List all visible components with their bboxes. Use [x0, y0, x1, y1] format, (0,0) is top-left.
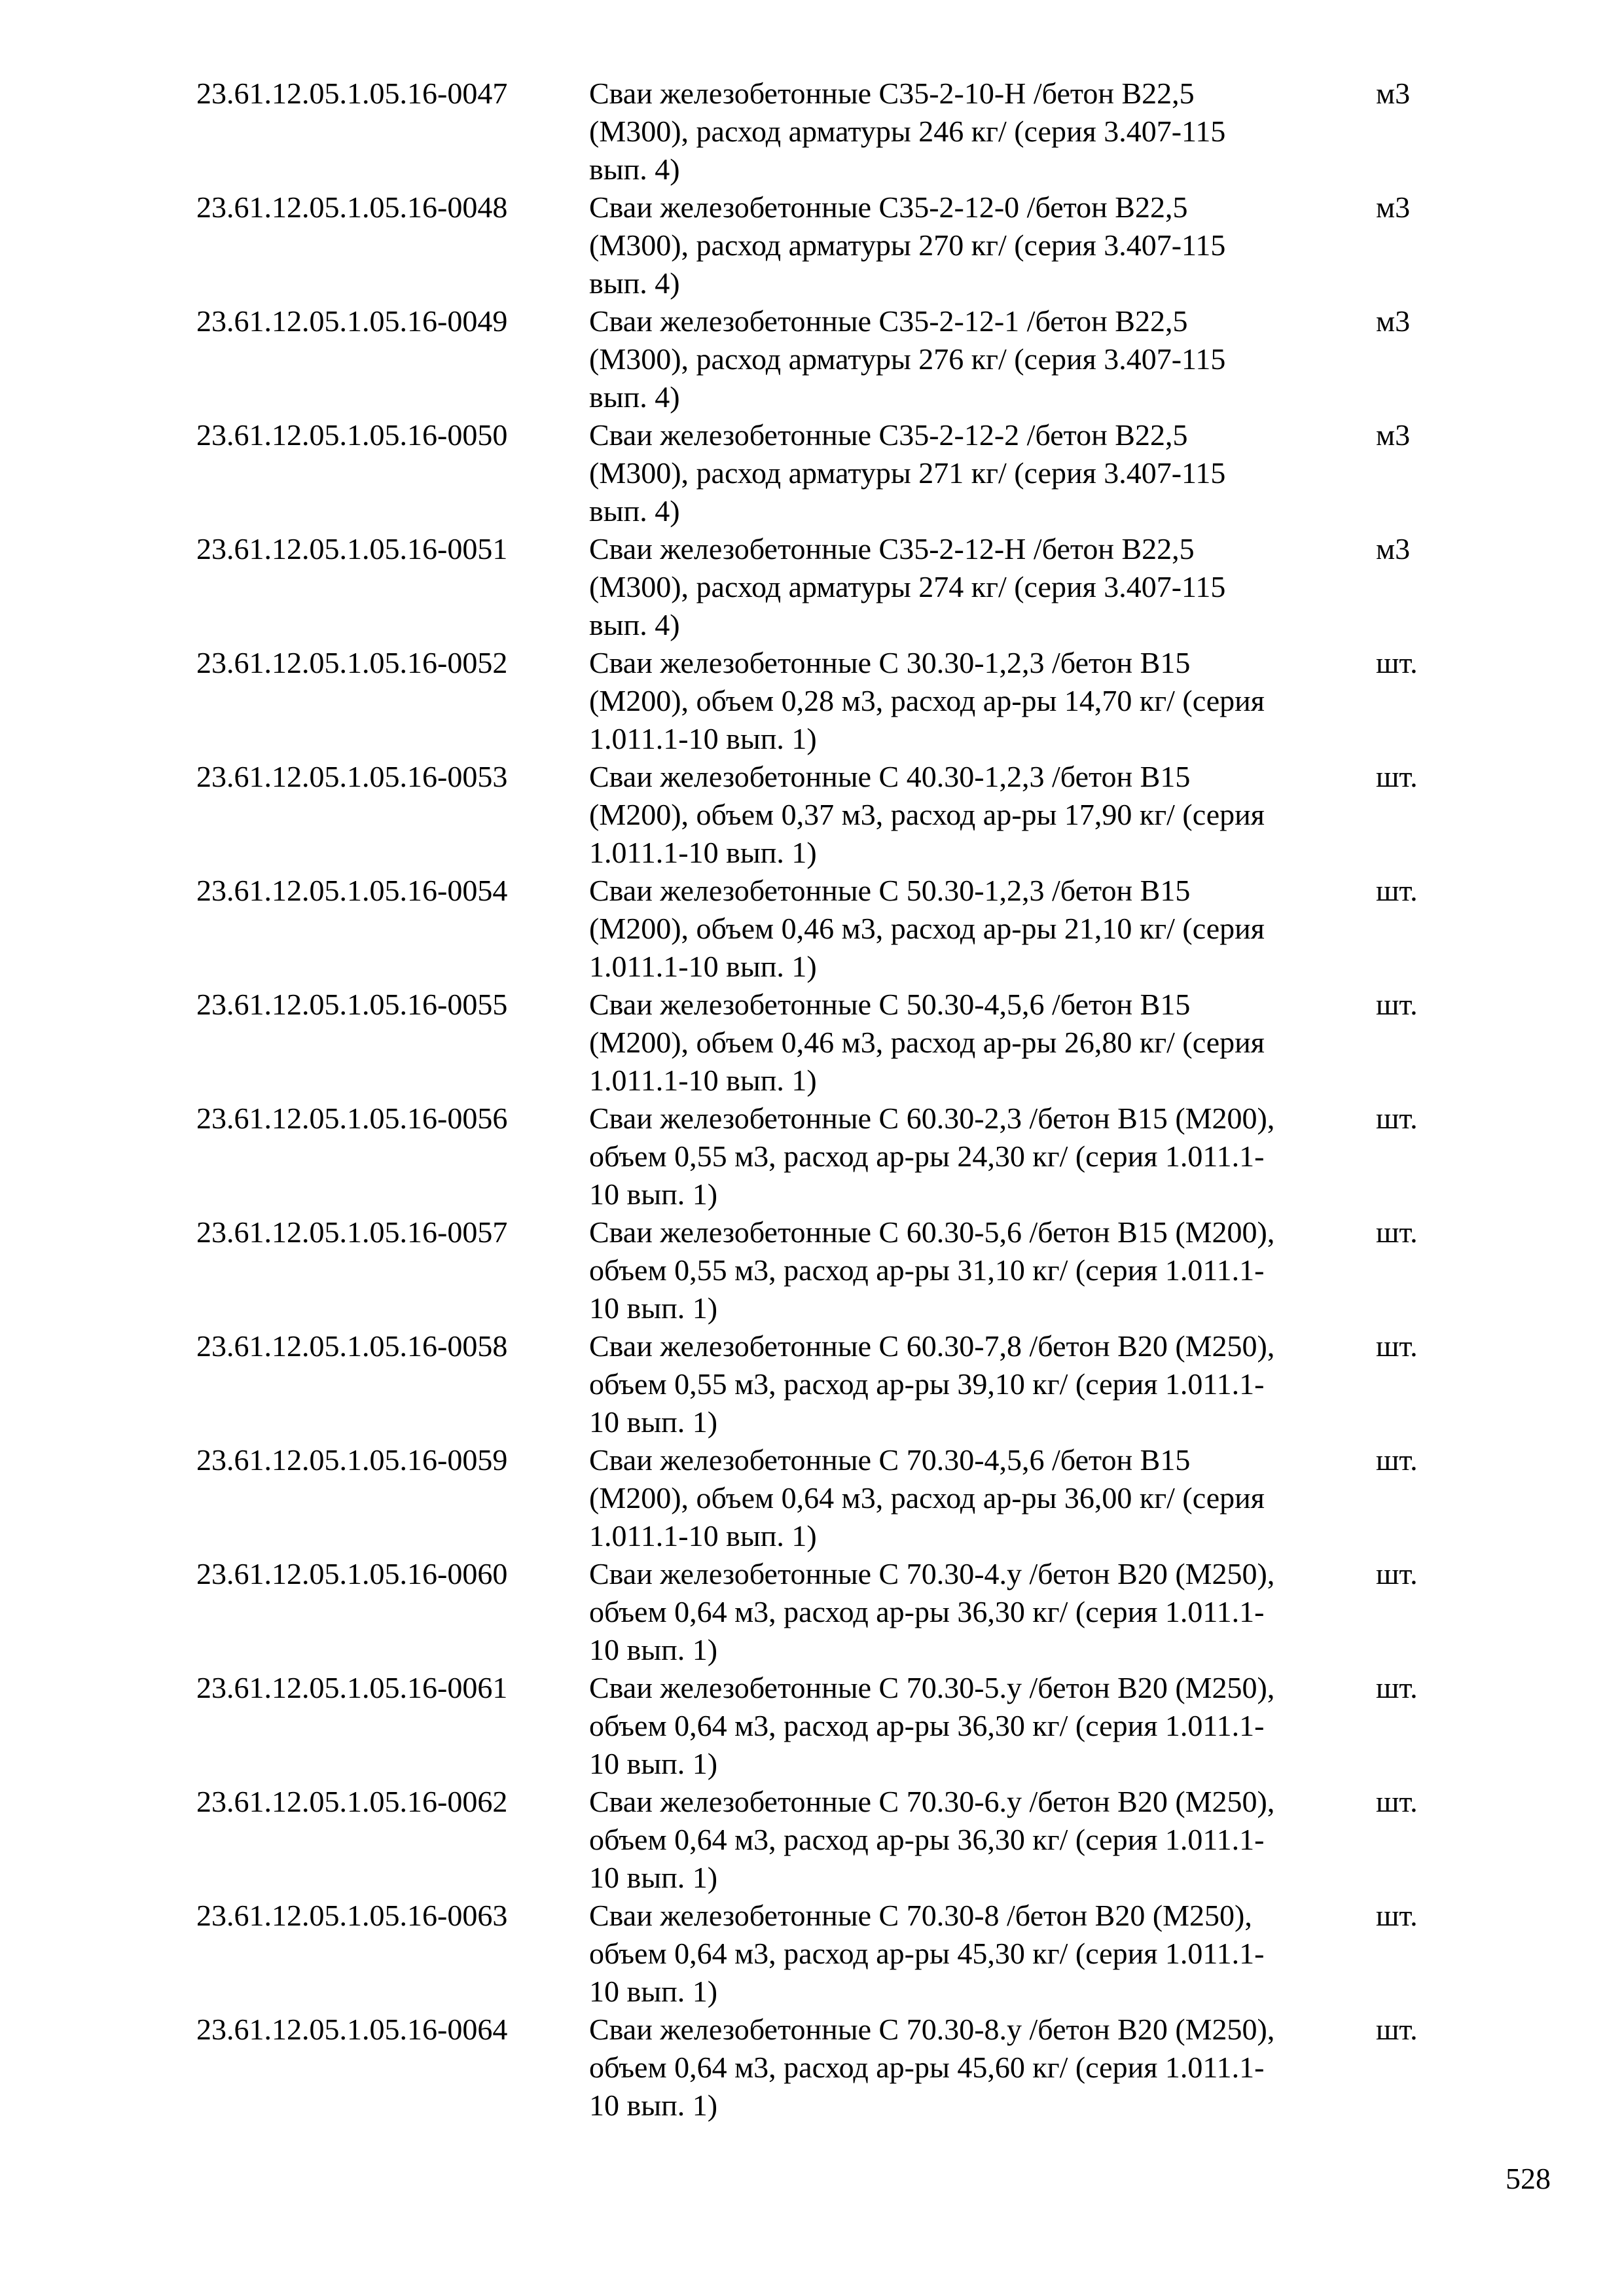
item-code: 23.61.12.05.1.05.16-0060 [196, 1557, 508, 1590]
item-description: Сваи железобетонные С 50.30-1,2,3 /бетон В15 (М200), объем 0,46 м3, расход ар-ры 21,10 кг/ (серия 1.011.1-10 вып. 1) [589, 874, 1265, 983]
item-unit: шт. [1376, 646, 1418, 679]
item-code: 23.61.12.05.1.05.16-0047 [196, 77, 508, 110]
item-code: 23.61.12.05.1.05.16-0059 [196, 1443, 508, 1477]
item-unit: шт. [1376, 1443, 1418, 1477]
table-row [196, 1100, 1440, 1213]
item-description: Сваи железобетонные С 60.30-2,3 /бетон В15 (М200), объем 0,55 м3, расход ар-ры 24,30 кг/ (серия 1.011.1- 10 вып. 1) [589, 1102, 1275, 1211]
price-table [196, 75, 1440, 2125]
item-unit: шт. [1376, 1215, 1418, 1249]
item-code: 23.61.12.05.1.05.16-0051 [196, 532, 508, 565]
item-description: Сваи железобетонные С35-2-12-Н /бетон В22,5 (М300), расход арматуры 274 кг/ (серия 3.407-115 вып. 4) [589, 532, 1226, 641]
item-code: 23.61.12.05.1.05.16-0050 [196, 418, 508, 452]
item-code: 23.61.12.05.1.05.16-0058 [196, 1329, 508, 1363]
item-code: 23.61.12.05.1.05.16-0064 [196, 2013, 508, 2046]
item-description: Сваи железобетонные С35-2-12-0 /бетон В22,5 (М300), расход арматуры 270 кг/ (серия 3.407-115 вып. 4) [589, 190, 1226, 300]
table-row [196, 188, 1440, 302]
item-description: Сваи железобетонные С 60.30-5,6 /бетон В15 (М200), объем 0,55 м3, расход ар-ры 31,10 кг/ (серия 1.011.1- 10 вып. 1) [589, 1215, 1275, 1325]
item-description: Сваи железобетонные С 70.30-5.у /бетон В20 (М250), объем 0,64 м3, расход ар-ры 36,30 кг/ (серия 1.011.1- 10 вып. 1) [589, 1671, 1275, 1780]
item-description: Сваи железобетонные С 40.30-1,2,3 /бетон В15 (М200), объем 0,37 м3, расход ар-ры 17,90 кг/ (серия 1.011.1-10 вып. 1) [589, 760, 1265, 869]
item-unit: шт. [1376, 760, 1418, 793]
item-unit: м3 [1376, 418, 1411, 452]
table-row [196, 302, 1440, 416]
item-description: Сваи железобетонные С 30.30-1,2,3 /бетон В15 (М200), объем 0,28 м3, расход ар-ры 14,70 кг/ (серия 1.011.1-10 вып. 1) [589, 646, 1265, 755]
item-code: 23.61.12.05.1.05.16-0053 [196, 760, 508, 793]
item-code: 23.61.12.05.1.05.16-0054 [196, 874, 508, 907]
item-code: 23.61.12.05.1.05.16-0057 [196, 1215, 508, 1249]
item-unit: шт. [1376, 1102, 1418, 1135]
item-unit: шт. [1376, 1785, 1418, 1818]
table-row [196, 1669, 1440, 1783]
item-code: 23.61.12.05.1.05.16-0049 [196, 304, 508, 338]
table-row [196, 986, 1440, 1100]
item-code: 23.61.12.05.1.05.16-0063 [196, 1899, 508, 1932]
table-row [196, 1441, 1440, 1555]
table-row [196, 416, 1440, 530]
item-unit: шт. [1376, 1671, 1418, 1704]
item-description: Сваи железобетонные С35-2-10-Н /бетон В22,5 (М300), расход арматуры 246 кг/ (серия 3.407-115 вып. 4) [589, 77, 1226, 186]
item-code: 23.61.12.05.1.05.16-0062 [196, 1785, 508, 1818]
item-description: Сваи железобетонные С 70.30-6.у /бетон В20 (М250), объем 0,64 м3, расход ар-ры 36,30 кг/ (серия 1.011.1- 10 вып. 1) [589, 1785, 1275, 1894]
item-unit: м3 [1376, 532, 1411, 565]
item-unit: шт. [1376, 1899, 1418, 1932]
table-row [196, 1783, 1440, 1897]
item-unit: м3 [1376, 190, 1411, 224]
item-description: Сваи железобетонные С 70.30-4.у /бетон В20 (М250), объем 0,64 м3, расход ар-ры 36,30 кг/ (серия 1.011.1- 10 вып. 1) [589, 1557, 1275, 1666]
item-description: Сваи железобетонные С 60.30-7,8 /бетон В20 (М250), объем 0,55 м3, расход ар-ры 39,10 кг/ (серия 1.011.1- 10 вып. 1) [589, 1329, 1275, 1439]
item-unit: м3 [1376, 77, 1411, 110]
table-row [196, 2011, 1440, 2125]
table-row [196, 644, 1440, 758]
item-description: Сваи железобетонные С35-2-12-1 /бетон В22,5 (М300), расход арматуры 276 кг/ (серия 3.407-115 вып. 4) [589, 304, 1226, 414]
table-row [196, 1555, 1440, 1669]
table-row [196, 1897, 1440, 2011]
item-unit: шт. [1376, 988, 1418, 1021]
item-description: Сваи железобетонные С35-2-12-2 /бетон В22,5 (М300), расход арматуры 271 кг/ (серия 3.407-115 вып. 4) [589, 418, 1226, 528]
item-unit: шт. [1376, 1557, 1418, 1590]
item-unit: м3 [1376, 304, 1411, 338]
table-row [196, 1327, 1440, 1441]
table-row [196, 872, 1440, 986]
item-description: Сваи железобетонные С 50.30-4,5,6 /бетон В15 (М200), объем 0,46 м3, расход ар-ры 26,80 кг/ (серия 1.011.1-10 вып. 1) [589, 988, 1265, 1097]
item-description: Сваи железобетонные С 70.30-8.у /бетон В20 (М250), объем 0,64 м3, расход ар-ры 45,60 кг/ (серия 1.011.1- 10 вып. 1) [589, 2013, 1275, 2122]
item-description: Сваи железобетонные С 70.30-4,5,6 /бетон В15 (М200), объем 0,64 м3, расход ар-ры 36,00 кг/ (серия 1.011.1-10 вып. 1) [589, 1443, 1265, 1552]
item-unit: шт. [1376, 874, 1418, 907]
item-code: 23.61.12.05.1.05.16-0052 [196, 646, 508, 679]
page-number: 528 [1506, 2162, 1551, 2195]
table-row [196, 1213, 1440, 1327]
item-unit: шт. [1376, 1329, 1418, 1363]
item-code: 23.61.12.05.1.05.16-0048 [196, 190, 508, 224]
table-row [196, 75, 1440, 188]
item-code: 23.61.12.05.1.05.16-0055 [196, 988, 508, 1021]
item-unit: шт. [1376, 2013, 1418, 2046]
item-description: Сваи железобетонные С 70.30-8 /бетон В20 (М250), объем 0,64 м3, расход ар-ры 45,30 кг/ (серия 1.011.1- 10 вып. 1) [589, 1899, 1265, 2008]
item-code: 23.61.12.05.1.05.16-0061 [196, 1671, 508, 1704]
item-code: 23.61.12.05.1.05.16-0056 [196, 1102, 508, 1135]
table-row [196, 530, 1440, 644]
table-row [196, 758, 1440, 872]
